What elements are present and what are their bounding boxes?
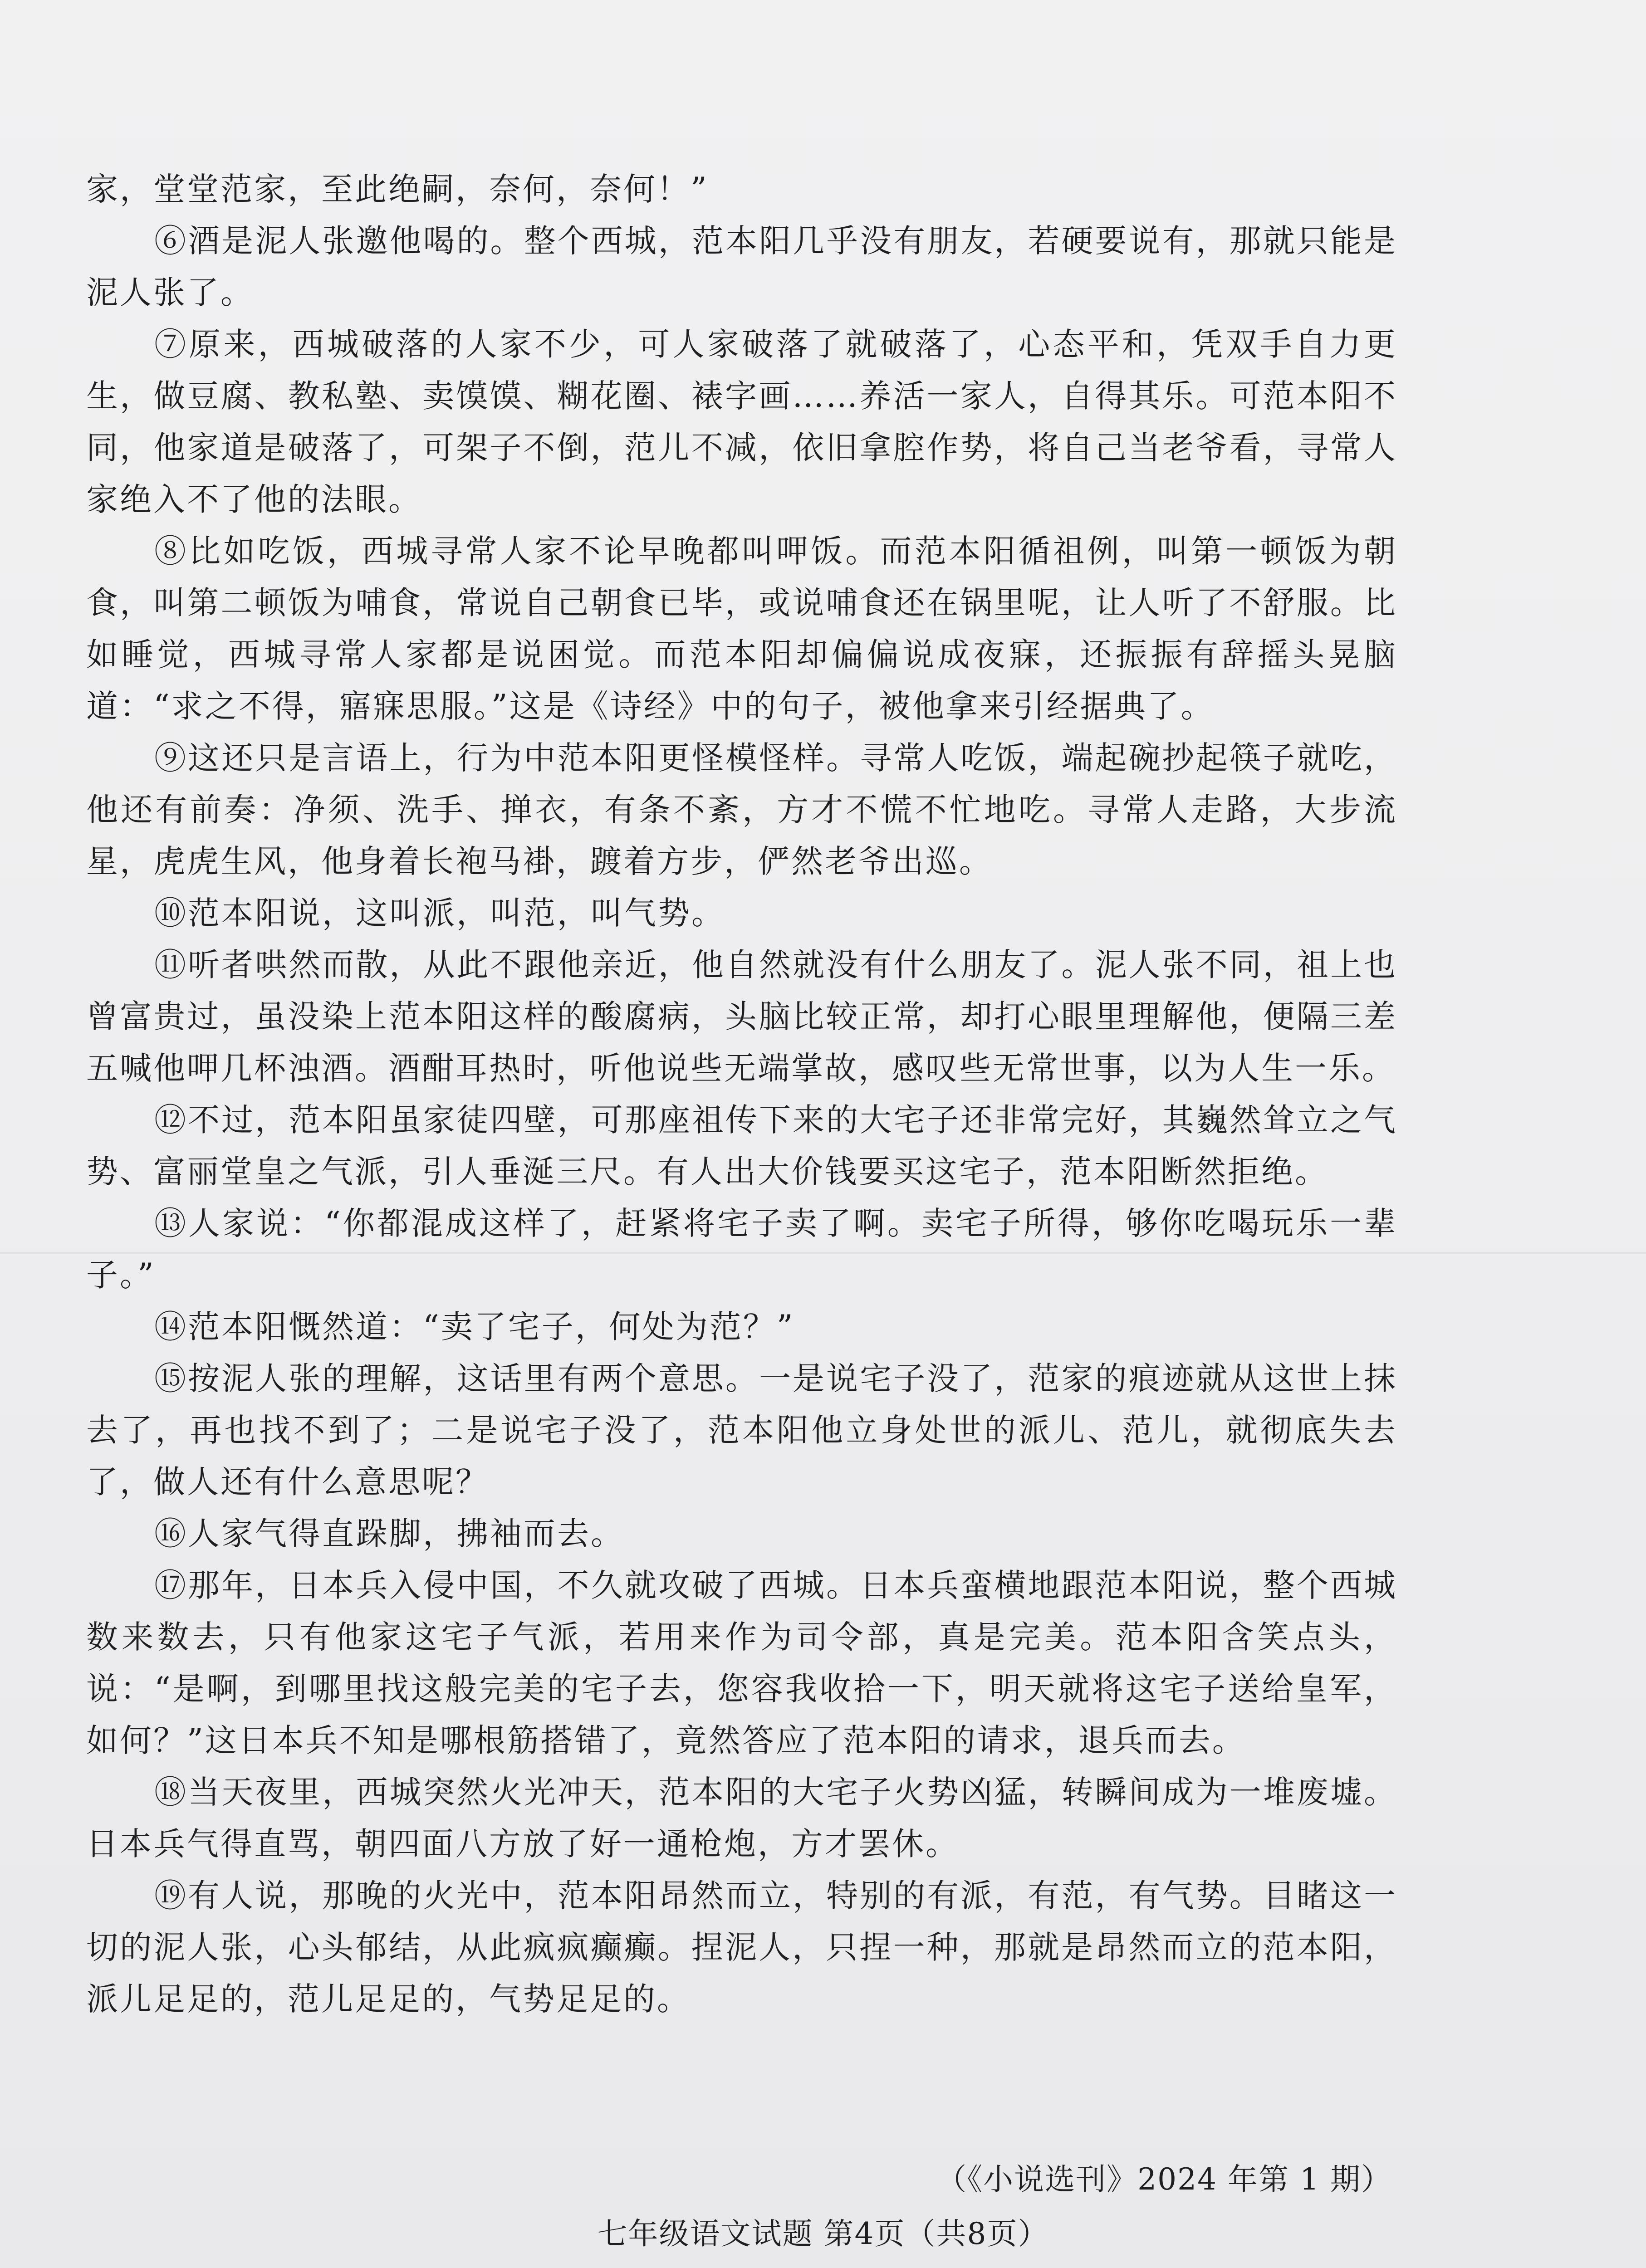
paragraph: ⑦原来，西城破落的人家不少，可人家破落了就破落了，心态平和，凭双手自力更生，做豆腐、教私塾、卖馍馍、糊花圈、裱字画……养活一家人，自得其乐。可范本阳不同，他家道是破落了，可架子不倒，范儿不减，依旧拿腔作势，将自己当老爷看，寻常人家绝入不了他的法眼。 (86, 326, 1397, 518)
paragraph: ⑯人家气得直跺脚，拂袖而去。 (154, 1515, 624, 1552)
source-citation: （《小说选刊》2024 年第 1 期） (936, 2162, 1392, 2197)
reading-passage (86, 163, 1397, 2025)
paragraph: ⑧比如吃饭，西城寻常人家不论早晚都叫呷饭。而范本阳循祖例，叫第一顿饭为朝食，叫第二顿饭为哺食，常说自己朝食已毕，或说哺食还在锅里呢，让人听了不舒服。比如睡觉，西城寻常人家都是说困觉。而范本阳却偏偏说成夜寐，还振振有辞摇头晃脑道：“求之不得，寤寐思服。”这是《诗经》中的句子，被他拿来引经据典了。 (86, 533, 1397, 725)
paragraph: 家，堂堂范家，至此绝嗣，奈何，奈何！” (86, 171, 709, 208)
paragraph: ⑮按泥人张的理解，这话里有两个意思。一是说宅子没了，范家的痕迹就从这世上抹去了，再也找不到了；二是说宅子没了，范本阳他立身处世的派儿、范儿，就彻底失去了，做人还有什么意思呢？ (86, 1360, 1397, 1501)
paragraph: ⑫不过，范本阳虽家徒四壁，可那座祖传下来的大宅子还非常完好，其巍然耸立之气势、富丽堂皇之气派，引人垂涎三尺。有人出大价钱要买这宅子，范本阳断然拒绝。 (86, 1101, 1397, 1190)
paragraph: ⑰那年，日本兵入侵中国，不久就攻破了西城。日本兵蛮横地跟范本阳说，整个西城数来数去，只有他家这宅子气派，若用来作为司令部，真是完美。范本阳含笑点头，说：“是啊，到哪里找这般完美的宅子去，您容我收拾一下，明天就将这宅子送给皇军，如何？”这日本兵不知是哪根筋搭错了，竟然答应了范本阳的请求，退兵而去。 (86, 1567, 1397, 1759)
paragraph: ⑪听者哄然而散，从此不跟他亲近，他自然就没有什么朋友了。泥人张不同，祖上也曾富贵过，虽没染上范本阳这样的酸腐病，头脑比较正常，却打心眼里理解他，便隔三差五喊他呷几杯浊酒。酒酣耳热时，听他说些无端掌故，感叹些无常世事，以为人生一乐。 (86, 946, 1397, 1087)
paragraph: ⑭范本阳慨然道：“卖了宅子，何处为范？” (154, 1308, 795, 1345)
paragraph: ⑨这还只是言语上，行为中范本阳更怪模怪样。寻常人吃饭，端起碗抄起筷子就吃，他还有前奏：净须、洗手、掸衣，有条不紊，方才不慌不忙地吃。寻常人走路，大步流星，虎虎生风，他身着长袍马褂，踱着方步，俨然老爷出巡。 (86, 739, 1397, 880)
paragraph: ⑥酒是泥人张邀他喝的。整个西城，范本阳几乎没有朋友，若硬要说有，那就只能是泥人张了。 (86, 222, 1397, 311)
paragraph: ⑱当天夜里，西城突然火光冲天，范本阳的大宅子火势凶猛，转瞬间成为一堆废墟。日本兵气得直骂，朝四面八方放了好一通枪炮，方才罢休。 (86, 1774, 1397, 1862)
paragraph: ⑲有人说，那晚的火光中，范本阳昂然而立，特别的有派，有范，有气势。目睹这一切的泥人张，心头郁结，从此疯疯癫癫。捏泥人，只捏一种，那就是昂然而立的范本阳，派儿足足的，范儿足足的，气势足足的。 (86, 1877, 1397, 2018)
page-footer: 七年级语文试题 第4页（共8页） (597, 2216, 1049, 2251)
paragraph: ⑬人家说：“你都混成这样了，赶紧将宅子卖了啊。卖宅子所得，够你吃喝玩乐一辈子。” (86, 1205, 1397, 1294)
paragraph: ⑩范本阳说，这叫派，叫范，叫气势。 (154, 894, 725, 932)
